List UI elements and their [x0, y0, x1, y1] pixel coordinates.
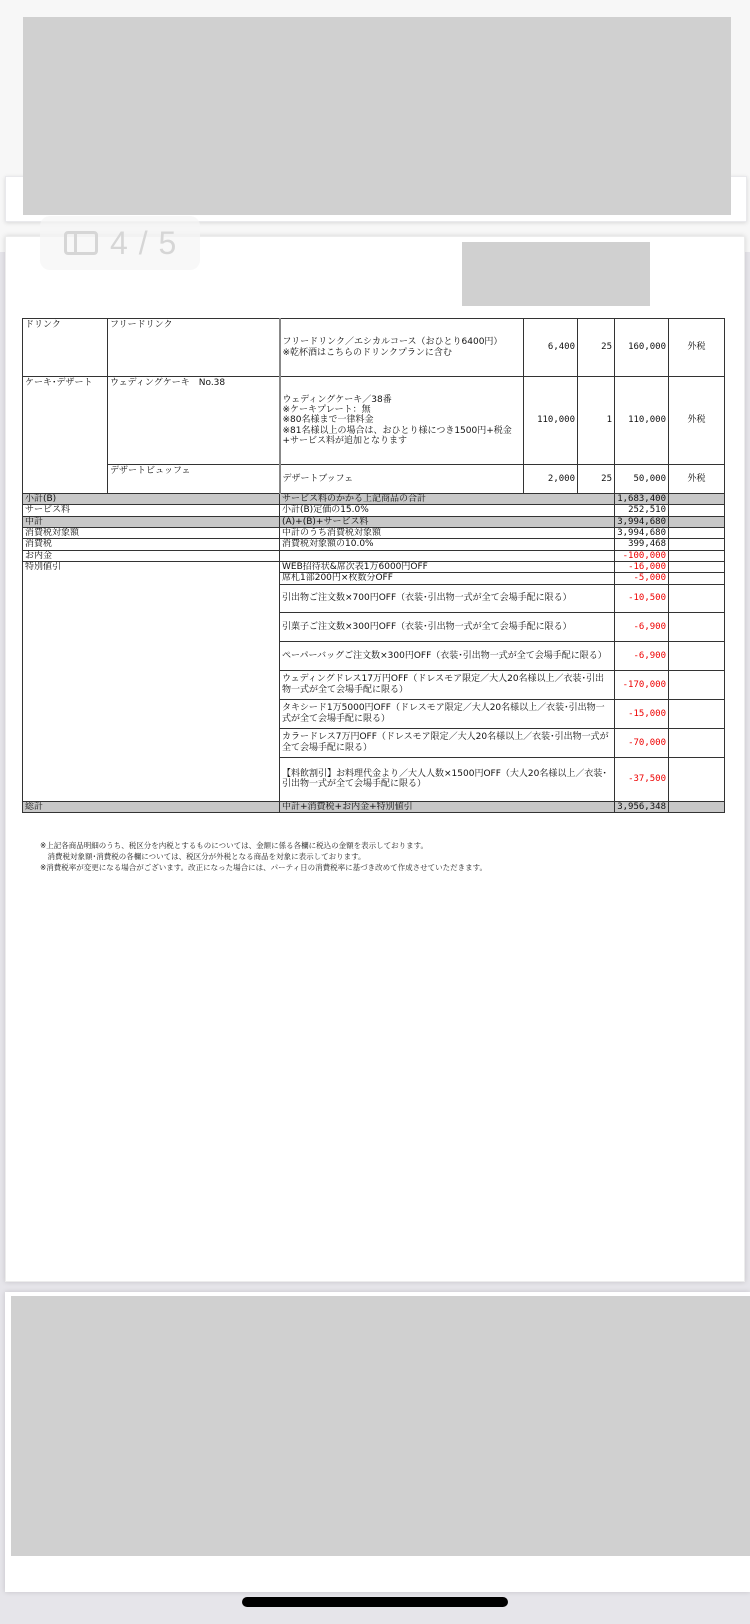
discount-description: タキシード1万5000円OFF（ドレスモア限定／大人20名様以上／衣装･引出物一式が全て会場手配に限る）: [280, 699, 615, 728]
home-indicator[interactable]: [242, 1597, 508, 1607]
discount-amount: -6,900: [615, 641, 669, 670]
table-row: [23, 319, 725, 377]
item-tax: 外税: [669, 465, 725, 494]
item-name: デザートビュッフェ: [108, 465, 280, 494]
summary-label: サービス料: [23, 505, 280, 516]
empty-cell: [669, 670, 725, 699]
empty-cell: [669, 539, 725, 550]
footnote: 消費税対象額･消費税の各欄については、税区分が外税となる商品を対象に表示しております。: [40, 852, 366, 861]
redacted-region: [23, 17, 731, 215]
discount-description: WEB招待状&席次表1万6000円OFF: [280, 562, 615, 573]
redacted-region: [462, 242, 650, 306]
empty-cell: [669, 584, 725, 612]
redacted-region: [11, 1296, 750, 1556]
summary-amount: 3,994,680: [615, 516, 669, 527]
sidebar-icon: [64, 231, 98, 255]
summary-label: お内金: [23, 550, 280, 561]
summary-description: 消費税対象額の10.0%: [280, 539, 615, 550]
discount-description: 席札1部200円×枚数分OFF: [280, 573, 615, 584]
summary-amount: -100,000: [615, 550, 669, 561]
summary-label: 中計: [23, 516, 280, 527]
summary-row-service-fee: [23, 505, 725, 516]
discount-description: ペーパーバッグご注文数×300円OFF（衣装･引出物一式が全て会場手配に限る）: [280, 641, 615, 670]
summary-description: 小計(B)定価の15.0%: [280, 505, 615, 516]
item-qty: 1: [578, 377, 615, 465]
summary-row-tax: [23, 539, 725, 550]
empty-cell: [669, 801, 725, 812]
discount-amount: -170,000: [615, 670, 669, 699]
discount-amount: -37,500: [615, 757, 669, 801]
page-indicator[interactable]: [40, 216, 200, 270]
footnotes: [40, 840, 487, 873]
invoice-table: [22, 318, 725, 813]
footnote: ※上記各商品明細のうち、税区分を内税とするものについては、金額に係る各欄に税込の金額を表示しております。: [40, 841, 429, 850]
page-indicator-text: 4 / 5: [110, 224, 178, 261]
total-row: [23, 801, 725, 812]
summary-amount: 1,683,400: [615, 494, 669, 505]
item-qty: 25: [578, 465, 615, 494]
summary-description: 中計のうち消費税対象額: [280, 528, 615, 539]
item-tax: 外税: [669, 377, 725, 465]
empty-cell: [669, 699, 725, 728]
item-qty: 25: [578, 319, 615, 377]
summary-label: 消費税対象額: [23, 528, 280, 539]
empty-cell: [669, 573, 725, 584]
empty-cell: [669, 505, 725, 516]
discount-amount: -6,900: [615, 612, 669, 641]
item-description: デザートブッフェ: [280, 465, 524, 494]
item-amount: 110,000: [615, 377, 669, 465]
discount-description: 引出物ご注文数×700円OFF（衣装･引出物一式が全て会場手配に限る）: [280, 584, 615, 612]
discount-amount: -16,000: [615, 562, 669, 573]
discount-description: 引菓子ご注文数×300円OFF（衣装･引出物一式が全て会場手配に限る）: [280, 612, 615, 641]
summary-label: 消費税: [23, 539, 280, 550]
item-amount: 160,000: [615, 319, 669, 377]
footnote: ※消費税率が変更になる場合がございます。改正になった場合には、パーティ日の消費税率に基づき改めて作成させていただきます。: [40, 863, 487, 872]
discount-description: カラードレス7万円OFF（ドレスモア限定／大人20名様以上／衣装･引出物一式が全て会場手配に限る）: [280, 728, 615, 757]
item-category: ドリンク: [23, 319, 108, 377]
item-name: ウェディングケーキ No.38: [108, 377, 280, 465]
discount-amount: -5,000: [615, 573, 669, 584]
total-description: 中計+消費税+お内金+特別値引: [280, 801, 615, 812]
empty-cell: [669, 562, 725, 573]
discount-description: ウェディングドレス17万円OFF（ドレスモア限定／大人20名様以上／衣装･引出物一式が全て会場手配に限る）: [280, 670, 615, 699]
item-unit-price: 6,400: [524, 319, 578, 377]
empty-cell: [669, 516, 725, 527]
summary-label: 小計(B): [23, 494, 280, 505]
summary-row-taxable: [23, 528, 725, 539]
empty-cell: [669, 612, 725, 641]
empty-cell: [669, 728, 725, 757]
summary-row-midtotal: [23, 516, 725, 527]
discount-row: [23, 562, 725, 573]
discount-amount: -15,000: [615, 699, 669, 728]
item-amount: 50,000: [615, 465, 669, 494]
discount-amount: -10,500: [615, 584, 669, 612]
summary-description: (A)+(B)+サービス料: [280, 516, 615, 527]
item-name: フリードリンク: [108, 319, 280, 377]
empty-cell: [669, 757, 725, 801]
table-row: [23, 377, 725, 465]
summary-amount: 399,468: [615, 539, 669, 550]
item-category: ケーキ･デザート: [23, 377, 108, 494]
table-row: [23, 465, 725, 494]
empty-cell: [669, 528, 725, 539]
summary-amount: 3,994,680: [615, 528, 669, 539]
summary-description: [280, 550, 615, 561]
item-unit-price: 110,000: [524, 377, 578, 465]
total-amount: 3,956,348: [615, 801, 669, 812]
summary-row-deposit: [23, 550, 725, 561]
next-page[interactable]: [5, 1292, 750, 1592]
summary-description: サービス料のかかる上記商品の合計: [280, 494, 615, 505]
summary-row-subtotal-b: [23, 494, 725, 505]
summary-amount: 252,510: [615, 505, 669, 516]
empty-cell: [669, 494, 725, 505]
total-label: 総計: [23, 801, 280, 812]
discount-label: 特別値引: [23, 562, 280, 802]
discount-amount: -70,000: [615, 728, 669, 757]
item-description: フリードリンク／エシカルコース（おひとり6400円） ※乾杯酒はこちらのドリンクプランに含む: [280, 319, 524, 377]
discount-description: 【料飲割引】お料理代金より／大人人数×1500円OFF（大人20名様以上／衣装･引出物一式が全て会場手配に限る）: [280, 757, 615, 801]
empty-cell: [669, 641, 725, 670]
item-description: ウェディングケーキ／38番 ※ケーキプレート：無 ※80名様まで一律料金 ※81名様以上の場合は、おひとり様につき1500円+税金 +サービス料が追加となります: [280, 377, 524, 465]
item-tax: 外税: [669, 319, 725, 377]
item-unit-price: 2,000: [524, 465, 578, 494]
empty-cell: [669, 550, 725, 561]
